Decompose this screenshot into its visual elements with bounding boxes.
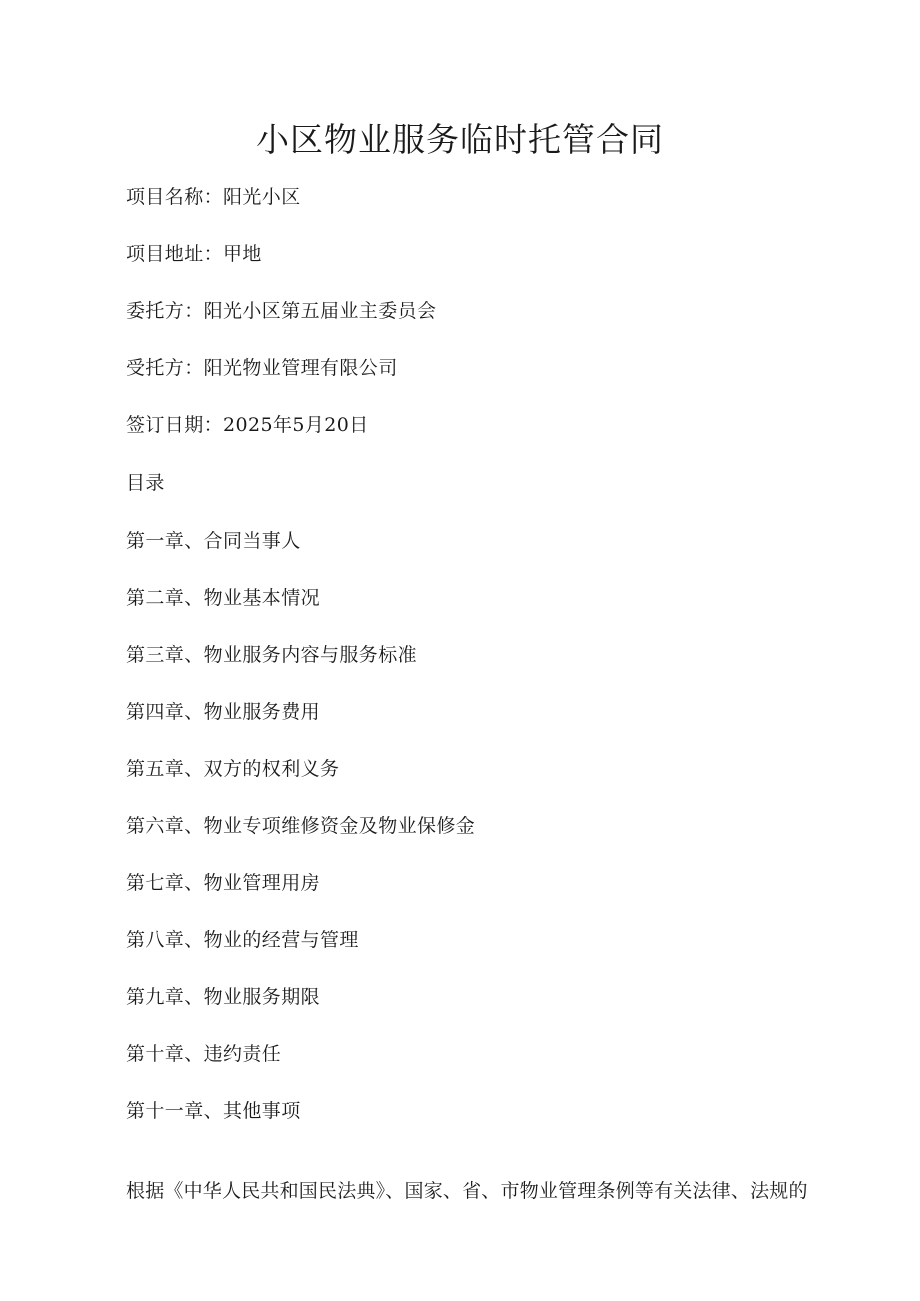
toc-item-chapter-6: 第六章、物业专项维修资金及物业保修金: [126, 815, 476, 837]
project-address-line: 项目地址：甲地: [126, 243, 262, 265]
toc-item-chapter-10: 第十章、违约责任: [126, 1043, 282, 1065]
toc-item-chapter-1: 第一章、合同当事人: [126, 530, 301, 552]
toc-item-chapter-8: 第八章、物业的经营与管理: [126, 929, 359, 951]
toc-item-chapter-5: 第五章、双方的权利义务: [126, 758, 340, 780]
document-title: 小区物业服务临时托管合同: [256, 120, 664, 159]
toc-item-chapter-4: 第四章、物业服务费用: [126, 701, 321, 723]
toc-item-chapter-2: 第二章、物业基本情况: [126, 587, 321, 609]
toc-item-chapter-9: 第九章、物业服务期限: [126, 986, 321, 1008]
toc-item-chapter-7: 第七章、物业管理用房: [126, 872, 321, 894]
toc-item-chapter-3: 第三章、物业服务内容与服务标准: [126, 644, 418, 666]
project-name-line: 项目名称：阳光小区: [126, 186, 301, 208]
contractor-line: 受托方：阳光物业管理有限公司: [126, 357, 398, 379]
body-paragraph-first-line: 根据《中华人民共和国民法典》、国家、省、市物业管理条例等有关法律、法规的: [126, 1180, 808, 1202]
toc-item-chapter-11: 第十一章、其他事项: [126, 1100, 301, 1122]
client-line: 委托方：阳光小区第五届业主委员会: [126, 300, 437, 322]
sign-date-line: 签订日期：2025年5月20日: [126, 414, 369, 436]
toc-heading: 目录: [126, 472, 165, 494]
